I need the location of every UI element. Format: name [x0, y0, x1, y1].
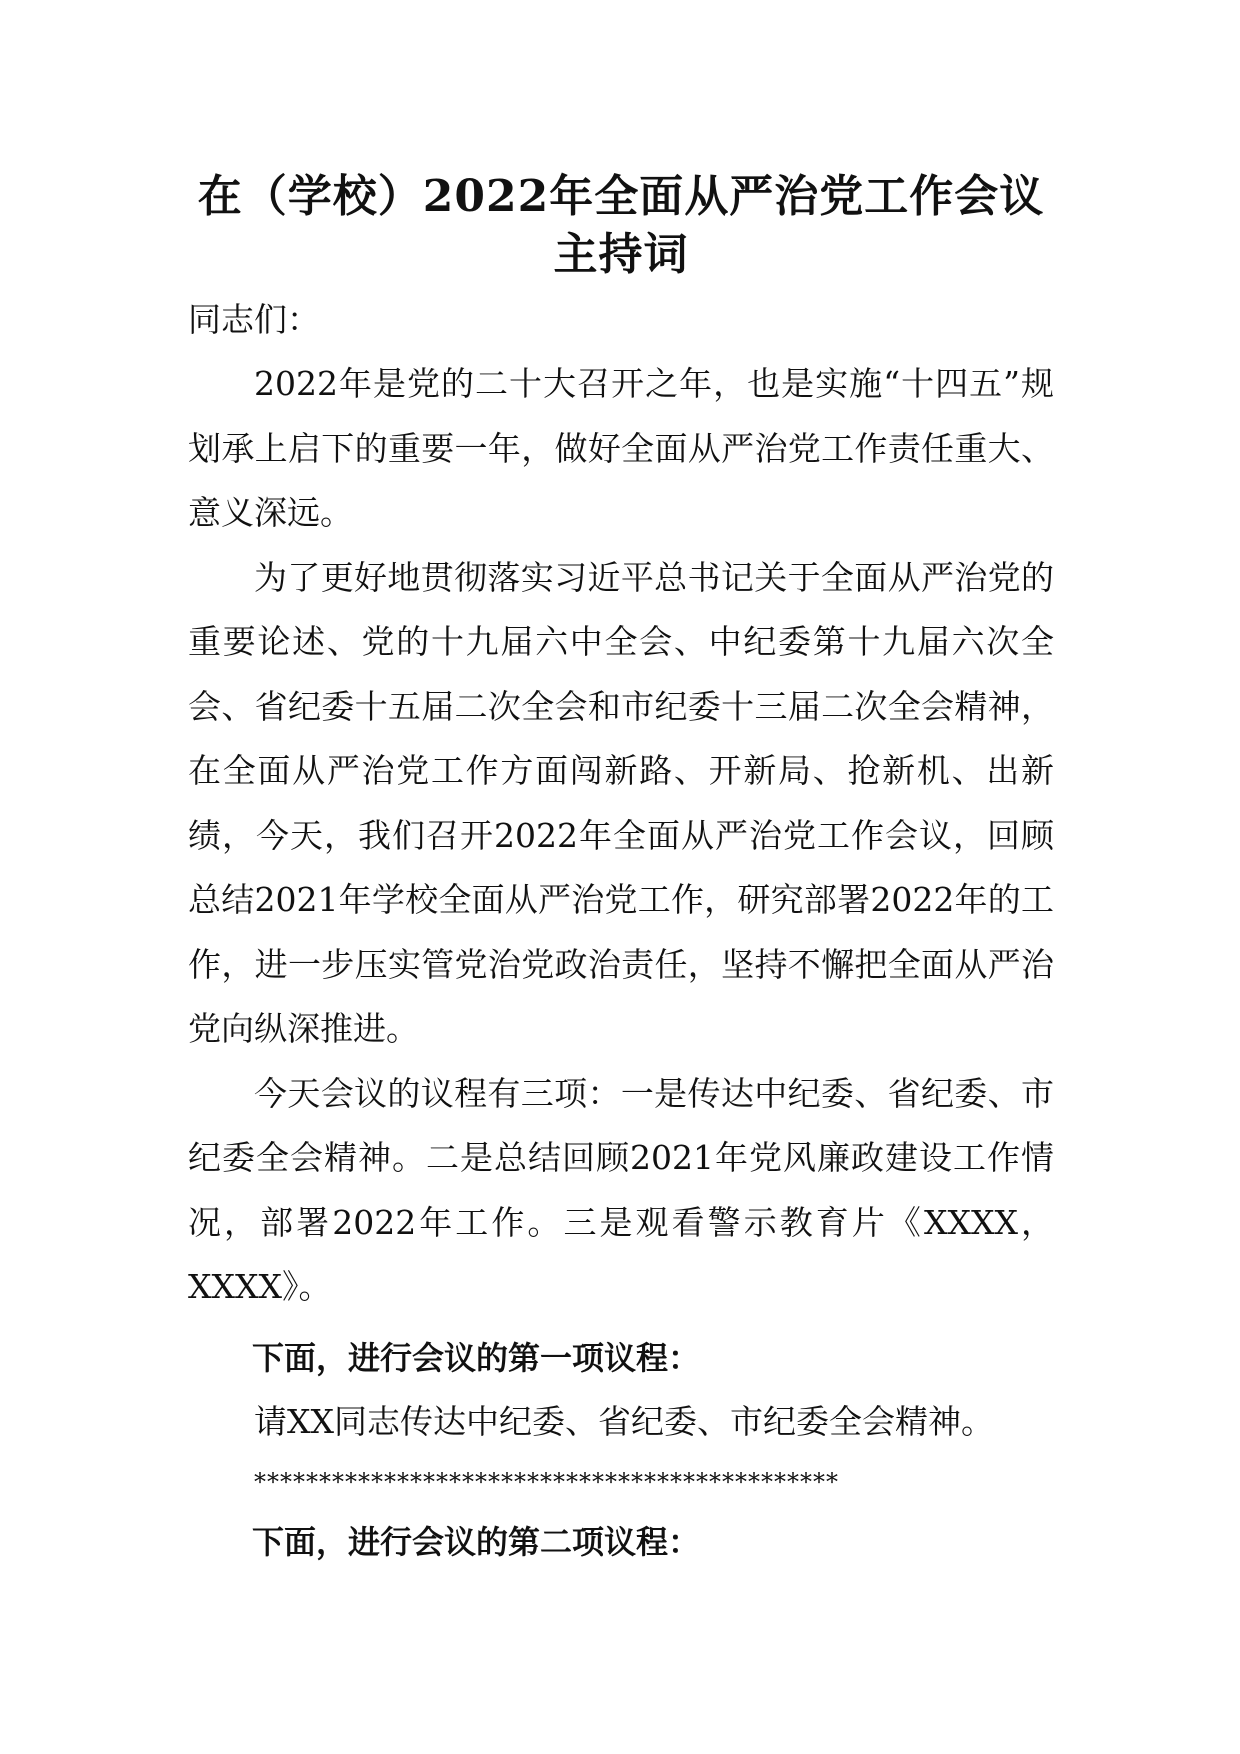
- agenda-item-1: 请XX同志传达中纪委、省纪委、市纪委全会精神。: [254, 1401, 994, 1441]
- paragraph-purpose: 为了更好地贯彻落实习近平总书记关于全面从严治党的重要论述、党的十九届六中全会、中纪委第十九届六次全会、省纪委十五届二次全会和市纪委十三届二次全会精神，在全面从严治党工作方面闯新路、开新局、抢新机、出新绩，今天，我们召开2022年全面从严治党工作会议，回顾总结2021年学校全面从严治党工作，研究部署2022年的工作，进一步压实管党治党政治责任，坚持不懈把全面从严治党向纵深推进。: [188, 557, 1054, 1048]
- agenda-heading-1: 下面，进行会议的第一项议程：: [252, 1338, 701, 1377]
- document-title: [188, 168, 1054, 284]
- greeting: 同志们：: [188, 300, 320, 339]
- paragraph-agenda: 今天会议的议程有三项：一是传达中纪委、省纪委、市纪委全会精神。二是总结回顾2021年党风廉政建设工作情况，部署2022年工作。三是观看警示教育片《XXXX，XXXX》。: [188, 1073, 1054, 1306]
- separator-line: *********************************************: [254, 1467, 839, 1496]
- title-line-2: 主持词: [553, 229, 689, 280]
- document-page: [188, 168, 1054, 1574]
- paragraph-intro: 2022年是党的二十大召开之年，也是实施“十四五”规划承上启下的重要一年，做好全面从严治党工作责任重大、意义深远。: [188, 364, 1054, 532]
- agenda-heading-2: 下面，进行会议的第二项议程：: [252, 1522, 701, 1561]
- title-line-1: 在（学校）2022年全面从严治党工作会议: [197, 171, 1045, 222]
